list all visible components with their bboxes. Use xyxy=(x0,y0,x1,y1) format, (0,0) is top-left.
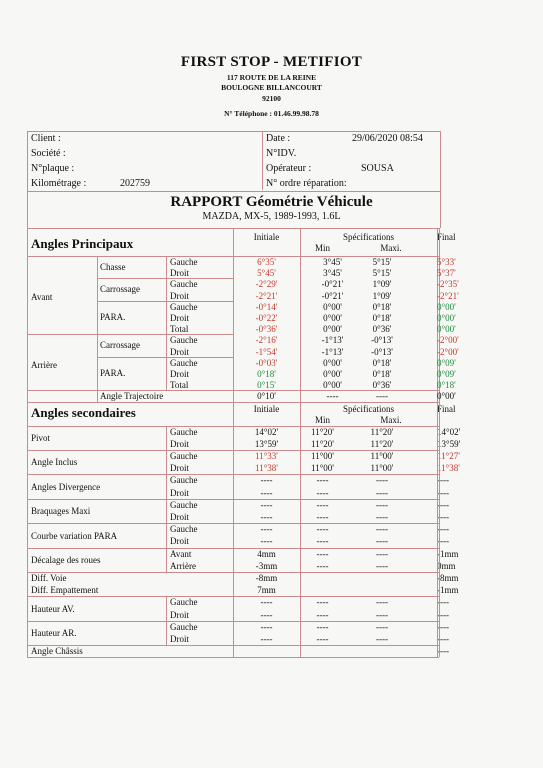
sec-sep xyxy=(27,474,233,475)
max-value: 0°18' xyxy=(372,313,392,323)
min-value: 0°00' xyxy=(323,380,342,391)
side-label: Droit xyxy=(170,313,189,323)
initial-value: ---- xyxy=(260,512,273,522)
hauteur-name: Hauteur AV. xyxy=(31,603,75,614)
plaque-label: N°plaque : xyxy=(31,163,75,174)
max-value: 1°09' xyxy=(372,290,392,301)
secondary-name: Braquages Maxi xyxy=(31,506,91,517)
section-title-principaux: Angles Principaux xyxy=(31,236,134,251)
side-label: Droit xyxy=(170,609,189,620)
cat-para: PARA. xyxy=(100,312,126,322)
side-label: Gauche xyxy=(170,499,198,510)
final-value: 11°38' xyxy=(437,463,460,474)
final-value: 5°33' xyxy=(437,257,456,267)
max-value: ---- xyxy=(376,609,388,620)
header-final: Final xyxy=(437,232,456,242)
min-value: ---- xyxy=(316,524,329,535)
min-value: ---- xyxy=(316,609,329,620)
initial-value: 4mm xyxy=(257,548,276,559)
hauteur-name: Hauteur AR. xyxy=(31,628,77,639)
chassis-label: Angle Châssis xyxy=(31,646,83,657)
final-value: ---- xyxy=(437,621,449,632)
initial-value: ---- xyxy=(260,475,273,486)
max-value: ---- xyxy=(376,548,388,559)
header-specifications: Spécifications xyxy=(343,232,394,242)
cat-sep xyxy=(97,301,233,302)
initial-value: ---- xyxy=(260,597,273,608)
secondary-name: Courbe variation PARA xyxy=(31,530,118,541)
min-value: 3°45' xyxy=(323,257,342,267)
min-value: ---- xyxy=(316,548,329,559)
secondary-name: Décalage des roues xyxy=(31,554,101,565)
diff-empattement: Diff. Empattement xyxy=(31,585,99,596)
final-value: 11°27' xyxy=(437,451,460,461)
side-label: Gauche xyxy=(170,301,198,312)
side-label: Gauche xyxy=(170,279,198,290)
max-value: 11°00' xyxy=(370,463,394,474)
col-side xyxy=(166,256,167,390)
idv-label: N°IDV. xyxy=(266,148,297,159)
societe-label: Société : xyxy=(31,148,66,159)
final-value: ---- xyxy=(437,609,449,620)
company-address-2: BOULOGNE BILLANCOURT xyxy=(221,83,322,92)
secondary-name: Angles Divergence xyxy=(31,481,101,492)
max-value: -0°13' xyxy=(371,346,393,357)
final-value: 0°00' xyxy=(437,313,456,323)
final-value: 0°00' xyxy=(437,301,456,312)
min-value: 0°00' xyxy=(323,301,342,312)
final-value: 0mm xyxy=(437,560,456,571)
side-label: Droit xyxy=(170,290,189,301)
initial-value: -3mm xyxy=(255,560,278,571)
final-value: -2°21' xyxy=(437,290,459,301)
min-value: -0°21' xyxy=(321,279,344,290)
operateur-value: SOUSA xyxy=(361,163,394,174)
max-value: 0°18' xyxy=(372,357,392,368)
max-value: ---- xyxy=(376,524,388,535)
final-value: ---- xyxy=(437,524,449,535)
cat-sep xyxy=(97,357,233,358)
max-value: 1°09' xyxy=(372,279,392,290)
final-value: 0°00' xyxy=(437,324,456,335)
initial-value: -0°36' xyxy=(255,324,278,335)
min-value: -1°13' xyxy=(321,346,344,357)
min-value: ---- xyxy=(316,499,329,510)
min-value: 3°45' xyxy=(323,268,342,279)
final-value: 0°00' xyxy=(437,391,456,402)
side-label: Total xyxy=(170,380,189,391)
company-address-1: 117 ROUTE DE LA REINE xyxy=(226,73,317,82)
min-value: ---- xyxy=(316,621,329,632)
final-value: ---- xyxy=(437,597,449,608)
min-value: 0°00' xyxy=(323,313,342,323)
final-value: 13°59' xyxy=(437,438,461,449)
initial-value: 11°38' xyxy=(255,463,278,474)
final-value: ---- xyxy=(437,475,449,486)
initial-value: -0°22' xyxy=(255,313,278,323)
min-value: 11°20' xyxy=(311,438,334,449)
final-value: -2°35' xyxy=(437,279,459,290)
initial-value: -2°21' xyxy=(255,290,278,301)
min-value: 11°00' xyxy=(311,451,334,461)
secondary-name: Pivot xyxy=(31,432,51,443)
cat-carrossage-arriere: Carrossage xyxy=(100,340,140,350)
side-label: Gauche xyxy=(170,621,198,632)
table-bottom xyxy=(27,657,439,658)
initial-value: ---- xyxy=(260,524,273,535)
max-value: ---- xyxy=(376,560,388,571)
initial-value: 11°33' xyxy=(255,451,278,461)
max-value: ---- xyxy=(376,391,388,402)
group-avant: Avant xyxy=(31,291,53,302)
min-value: 0°00' xyxy=(323,324,342,335)
initial-value: ---- xyxy=(260,609,273,620)
col-side-2 xyxy=(166,426,167,572)
side-label: Droit xyxy=(170,487,189,498)
initial-value: 14°02' xyxy=(254,426,279,437)
max-value: 0°18' xyxy=(372,369,392,379)
max-value: 5°15' xyxy=(372,257,392,267)
col-init-2 xyxy=(233,402,234,658)
min-value: 0°00' xyxy=(323,357,342,368)
date-label: Date : xyxy=(266,133,291,144)
max-value: 5°15' xyxy=(372,268,392,279)
max-value: ---- xyxy=(376,499,388,510)
date-value: 29/06/2020 08:54 xyxy=(352,133,423,144)
final-value: 14°02' xyxy=(437,426,461,437)
max-value: ---- xyxy=(376,512,388,522)
initial-value: 0°18' xyxy=(257,369,276,379)
side-label: Gauche xyxy=(170,597,198,608)
sec-sep xyxy=(27,450,233,451)
max-value: ---- xyxy=(376,634,388,644)
min-value: -0°21' xyxy=(321,290,344,301)
side-label: Droit xyxy=(170,346,189,357)
diff-voie: Diff. Voie xyxy=(31,573,67,583)
initial-value: ---- xyxy=(260,499,273,510)
final-value: ---- xyxy=(437,512,449,522)
chassis-final: ---- xyxy=(437,646,449,657)
min-value: ---- xyxy=(316,597,329,608)
initial-value: -2°29' xyxy=(255,279,278,290)
diff-emp-init: 7mm xyxy=(257,585,276,596)
side-label: Droit xyxy=(170,369,189,379)
max-value: ---- xyxy=(376,475,388,486)
diff-emp-final: -1mm xyxy=(437,585,459,596)
min-value: ---- xyxy=(316,634,329,644)
header-min-2: Min xyxy=(314,414,330,425)
side-label: Droit xyxy=(170,438,189,449)
company-postal: 92100 xyxy=(262,94,281,103)
max-value: 0°18' xyxy=(372,301,392,312)
initial-value: ---- xyxy=(260,621,273,632)
final-value: ---- xyxy=(437,536,449,547)
report-title: RAPPORT Géométrie Véhicule xyxy=(170,194,373,210)
side-label: Droit xyxy=(170,268,189,279)
side-label: Gauche xyxy=(170,426,198,437)
final-value: ---- xyxy=(437,487,449,498)
ordre-label: N° ordre réparation: xyxy=(266,178,347,189)
final-value: 0°09' xyxy=(437,369,456,379)
diff-voie-final: -8mm xyxy=(437,573,459,583)
side-label: Gauche xyxy=(170,524,198,535)
cat-trajectoire: Angle Trajectoire xyxy=(100,391,164,402)
min-value: 0°00' xyxy=(323,369,342,379)
km-label: Kilométrage : xyxy=(31,178,87,189)
side-label: Droit xyxy=(170,536,189,547)
sec-sep xyxy=(27,548,233,549)
initial-value: ---- xyxy=(260,487,273,498)
info-divider xyxy=(262,131,263,190)
max-value: 0°36' xyxy=(372,324,392,335)
side-label: Arrière xyxy=(170,560,196,571)
initial-value: 13°59' xyxy=(254,438,279,449)
side-label: Gauche xyxy=(170,451,198,461)
secondary-name: Angle Inclus xyxy=(31,457,78,468)
group-sep xyxy=(27,334,97,335)
min-value: ---- xyxy=(326,391,339,402)
side-label: Gauche xyxy=(170,357,198,368)
company-name: FIRST STOP - METIFIOT xyxy=(180,54,363,70)
max-value: ---- xyxy=(376,597,388,608)
final-value: -2°00' xyxy=(437,346,459,357)
max-value: ---- xyxy=(376,621,388,632)
cat-carrossage: Carrossage xyxy=(100,284,140,294)
col-side-3 xyxy=(166,596,167,645)
table-left-border xyxy=(27,228,28,402)
min-value: ---- xyxy=(316,560,329,571)
initial-value: 6°35' xyxy=(257,257,276,267)
max-value: ---- xyxy=(376,536,388,547)
initial-value: 0°15' xyxy=(257,380,276,391)
side-label: Gauche xyxy=(170,335,198,346)
vehicle-name: MAZDA, MX-5, 1989-1993, 1.6L xyxy=(202,211,341,222)
min-value: ---- xyxy=(316,536,329,547)
side-label: Avant xyxy=(170,548,192,559)
max-value: 11°20' xyxy=(370,426,394,437)
km-value: 202759 xyxy=(120,178,150,189)
min-value: -1°13' xyxy=(321,335,344,346)
sec-sep xyxy=(27,499,233,500)
operateur-label: Opérateur : xyxy=(266,163,312,174)
final-value: ---- xyxy=(437,634,449,644)
side-label: Droit xyxy=(170,634,189,644)
table-left-border-2 xyxy=(27,402,28,658)
final-value: ---- xyxy=(437,499,449,510)
initial-value: -0°14' xyxy=(255,301,278,312)
diff-voie-init: -8mm xyxy=(255,573,278,583)
min-value: ---- xyxy=(316,487,329,498)
max-value: 11°20' xyxy=(370,438,394,449)
header-initiale-2: Initiale xyxy=(253,403,280,414)
sec-sep xyxy=(27,523,233,524)
min-value: 11°00' xyxy=(311,463,334,474)
min-value: ---- xyxy=(316,475,329,486)
header-initiale: Initiale xyxy=(253,232,280,242)
initial-value: -2°16' xyxy=(255,335,278,346)
final-value: 5°37' xyxy=(437,268,456,279)
header-maxi-2: Maxi. xyxy=(380,414,402,425)
min-value: ---- xyxy=(316,512,329,522)
max-value: 0°36' xyxy=(372,380,392,391)
group-arriere: Arrière xyxy=(31,360,57,371)
initial-value: ---- xyxy=(260,536,273,547)
side-label: Gauche xyxy=(170,257,198,267)
side-label: Gauche xyxy=(170,475,198,486)
max-value: 11°00' xyxy=(370,451,394,461)
final-value: -1mm xyxy=(437,548,459,559)
max-value: -0°13' xyxy=(371,335,393,346)
cat-sep xyxy=(97,278,233,279)
initial-value: 0°10' xyxy=(257,391,276,402)
final-value: -2°00' xyxy=(437,335,459,346)
initial-value: ---- xyxy=(260,634,273,644)
header-final-2: Final xyxy=(437,403,456,414)
header-min: Min xyxy=(314,243,330,253)
cat-para-arriere: PARA. xyxy=(100,368,126,378)
section-title-secondaires: Angles secondaires xyxy=(31,404,136,420)
initial-value: 5°45' xyxy=(257,268,276,279)
cat-chasse: Chasse xyxy=(100,261,126,272)
header-specifications-2: Spécifications xyxy=(343,403,394,414)
max-value: ---- xyxy=(376,487,388,498)
initial-value: -0°03' xyxy=(255,357,278,368)
initial-value: -1°54' xyxy=(255,346,278,357)
sec-sep xyxy=(27,426,233,427)
side-label: Droit xyxy=(170,512,189,522)
col-min-2 xyxy=(300,402,301,658)
side-label: Total xyxy=(170,324,189,335)
min-value: 11°20' xyxy=(311,426,334,437)
cat-sep xyxy=(97,334,233,335)
header-maxi: Maxi. xyxy=(380,243,402,253)
company-phone: N° Téléphone : 01.46.99.98.78 xyxy=(224,109,319,118)
client-label: Client : xyxy=(31,133,61,144)
final-value: 0°18' xyxy=(437,380,456,391)
side-label: Droit xyxy=(170,463,189,474)
final-value: 0°09' xyxy=(437,357,456,368)
